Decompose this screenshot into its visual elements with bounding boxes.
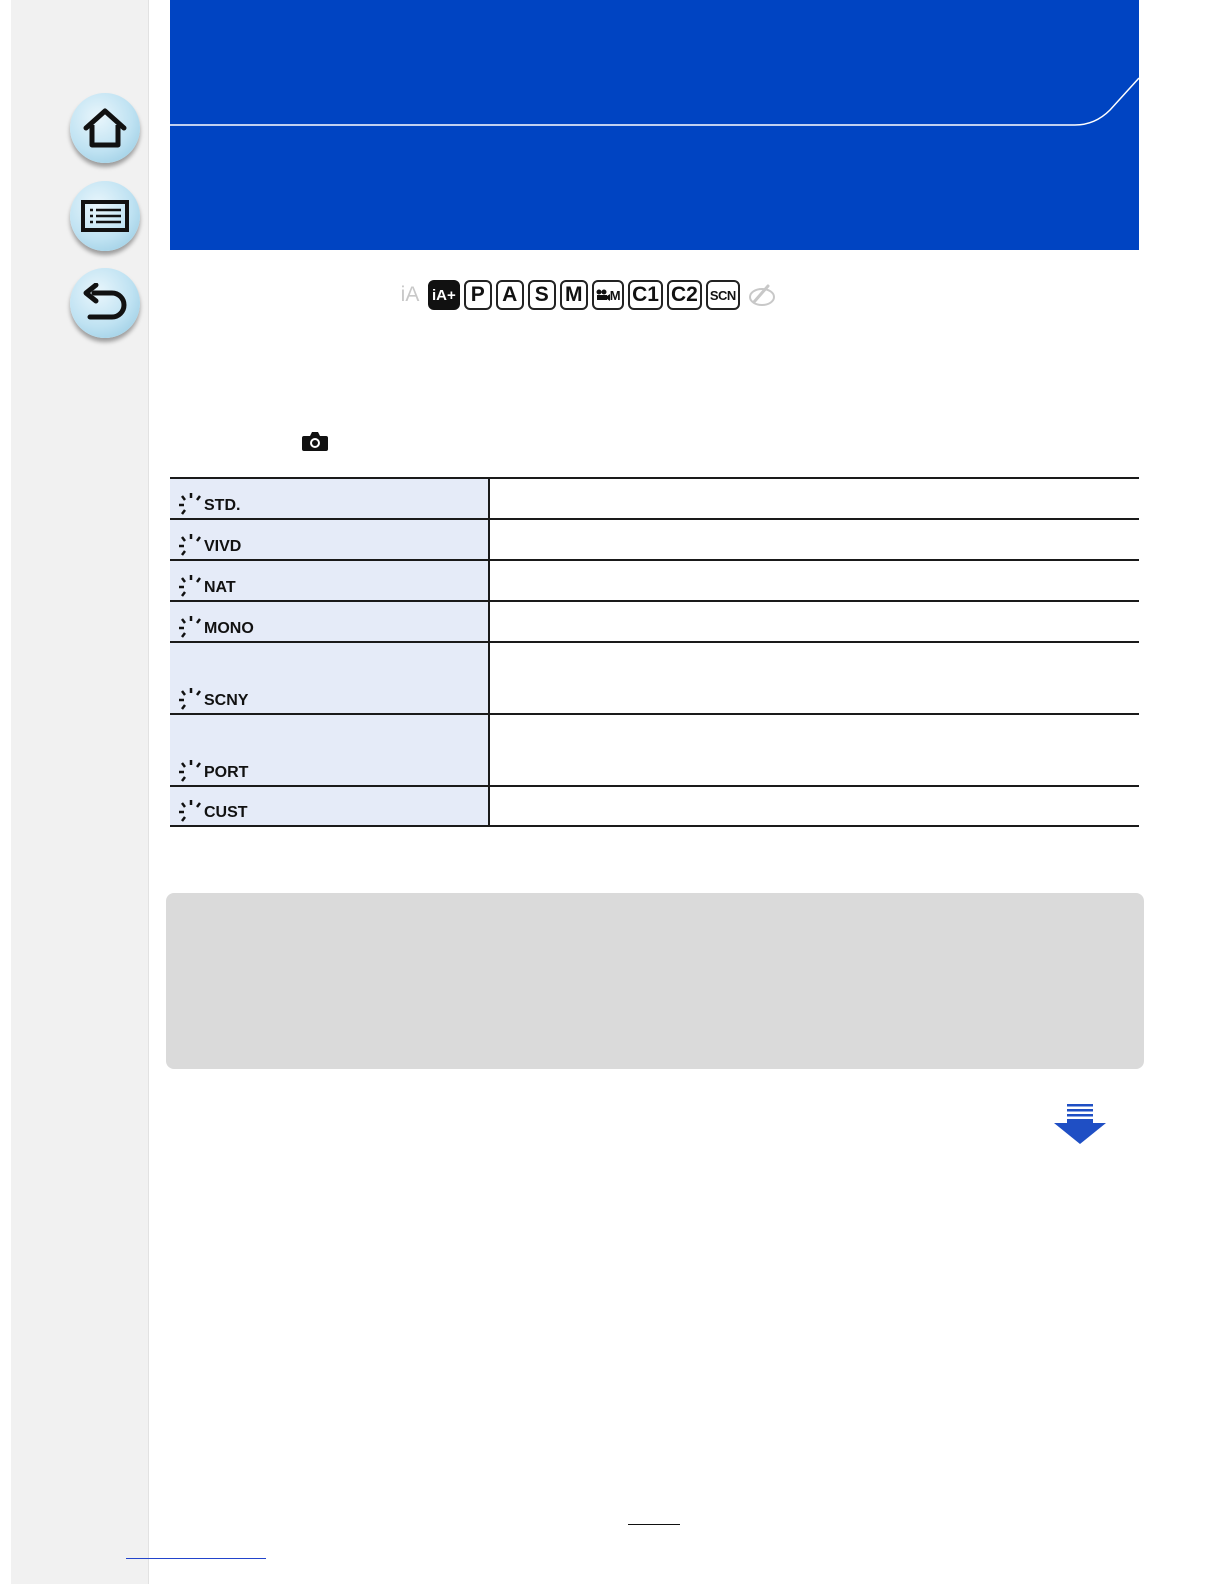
style-label-cell — [170, 601, 489, 642]
mode-icon-p: P — [464, 280, 492, 310]
photo-style-icon — [178, 686, 204, 712]
photo-style-icon — [178, 798, 204, 824]
table-row — [170, 642, 1139, 714]
movie-mode-letter: M — [609, 287, 621, 303]
style-code: CUST — [204, 804, 248, 821]
style-description-cell — [489, 601, 1139, 642]
mode-icon-ia-plus: iA+ — [428, 280, 460, 310]
photo-style-icon — [178, 491, 204, 517]
style-code: MONO — [204, 620, 254, 637]
table-row — [170, 478, 1139, 519]
style-description-cell — [489, 478, 1139, 519]
footer-link[interactable] — [126, 1558, 266, 1559]
list-icon — [81, 200, 129, 232]
style-code: SCNY — [204, 692, 249, 709]
back-button[interactable] — [70, 268, 140, 338]
mode-icon-scn: SCN — [706, 280, 740, 310]
table-row — [170, 714, 1139, 786]
note-box — [166, 893, 1144, 1069]
home-button[interactable] — [70, 93, 140, 163]
mode-icon-a: A — [496, 280, 524, 310]
camera-icon — [301, 430, 329, 452]
style-label-cell — [170, 519, 489, 560]
home-icon — [82, 107, 128, 149]
style-label-cell — [170, 478, 489, 519]
style-description-cell — [489, 714, 1139, 786]
style-code: NAT — [204, 579, 236, 596]
contents-button[interactable] — [70, 181, 140, 251]
header-divider — [170, 0, 1139, 250]
applicable-modes — [396, 278, 780, 312]
table-row — [170, 519, 1139, 560]
style-label-cell — [170, 560, 489, 601]
style-description-cell — [489, 642, 1139, 714]
next-page-arrow-icon[interactable] — [1053, 1103, 1107, 1145]
style-description-cell — [489, 786, 1139, 826]
mode-icon-movie-m — [592, 280, 624, 310]
mode-icon-c2: C2 — [667, 280, 702, 310]
style-label-cell — [170, 642, 489, 714]
photo-style-icon — [178, 758, 204, 784]
style-label-cell — [170, 714, 489, 786]
mode-icon-c1: C1 — [628, 280, 663, 310]
style-description-cell — [489, 560, 1139, 601]
mode-icon-ia: iA — [400, 283, 420, 306]
style-label-cell — [170, 786, 489, 826]
photo-style-icon — [178, 573, 204, 599]
movie-camera-icon — [596, 289, 610, 301]
style-code: VIVD — [204, 538, 242, 555]
table-row — [170, 560, 1139, 601]
table-row — [170, 601, 1139, 642]
mode-icon-creative-control — [744, 280, 780, 310]
table-row — [170, 786, 1139, 826]
photo-style-icon — [178, 614, 204, 640]
photo-style-icon — [178, 532, 204, 558]
style-description-cell — [489, 519, 1139, 560]
return-arrow-icon — [82, 283, 128, 323]
page-number-underline — [628, 1524, 680, 1525]
palette-icon — [748, 282, 776, 308]
mode-icon-s: S — [528, 280, 556, 310]
mode-icon-m: M — [560, 280, 588, 310]
style-code: PORT — [204, 764, 249, 781]
style-code: STD. — [204, 497, 241, 514]
chapter-header — [170, 0, 1139, 250]
photo-style-table — [170, 477, 1139, 827]
